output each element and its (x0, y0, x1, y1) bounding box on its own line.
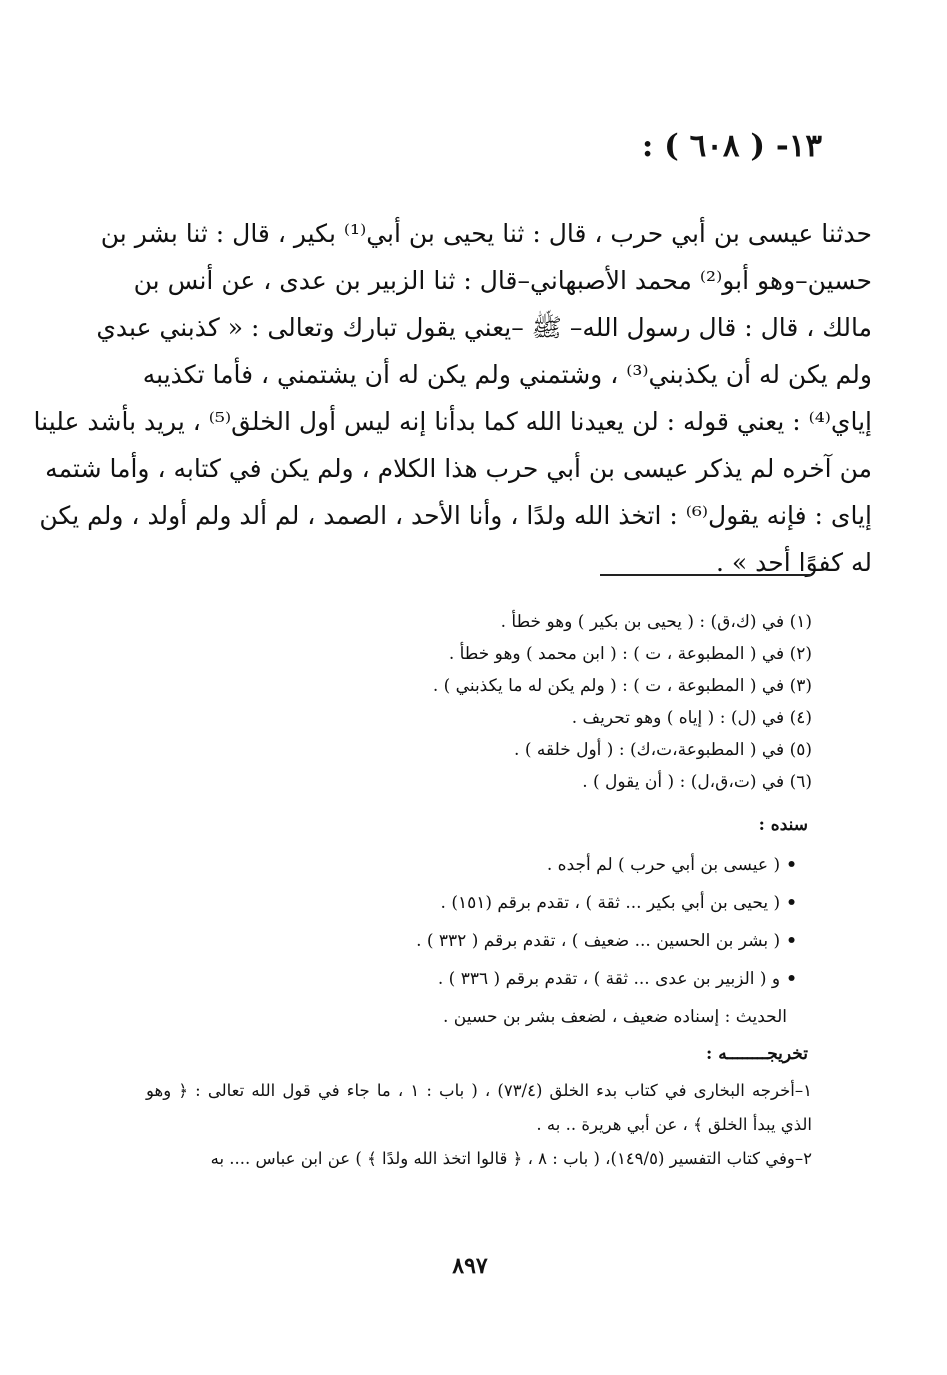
isnad-item (300, 960, 797, 998)
hadith-text-line: ولم يكن له أن يكذبني⁽³⁾ ، وشتمني ولم يكن له أن يشتمني ، فأما تكذيبه (142, 360, 872, 389)
hadith-text-line: له كفوًا أحد » . (716, 548, 872, 577)
takhrij-heading: تخريجــــــــه : (706, 1044, 808, 1064)
isnad-item-text: ( عيسى بن أبي حرب ) لم أجده . (546, 855, 781, 875)
footnote: (٥) في ( المطبوعة،ت،ك) : ( أول خلقه ) . (514, 740, 812, 760)
footnote: (١) في (ك،ق) : ( يحيى بن بكير ) وهو خطأ . (500, 612, 812, 632)
takhrij-line: الذي يبدأ الخلق ﴾ ، عن أبي هريرة .. به . (536, 1115, 812, 1134)
takhrij-line: ٢–وفي كتاب التفسير (١٤٩/٥)، ( باب : ٨ ، ﴿ قالوا اتخذ الله ولدًا ﴾ ) عن ابن عباس .... به (210, 1149, 812, 1168)
hadith-text-line: إياي⁽⁴⁾ : يعني قوله : لن يعيدنا الله كما بدأنا إنه ليس أول الخلق⁽⁵⁾ ، يريد بأشد علينا (33, 407, 872, 436)
bullet-icon: • (786, 855, 797, 875)
isnad-item-text: ( بشر بن الحسين ... ضعيف ) ، تقدم برقم ( ٣٣٢ ) . (416, 931, 781, 951)
isnad-item (300, 846, 797, 884)
page-number: ٨٩٧ (452, 1253, 488, 1279)
hadith-text-line: من آخره لم يذكر عيسى بن أبي حرب هذا الكلام ، ولم يكن في كتابه ، وأما شتمه (45, 454, 872, 483)
footnote: (٣) في ( المطبوعة ، ت ) : ( ولم يكن له ما يكذبني ) . (432, 676, 812, 696)
hadith-text (33, 210, 872, 586)
footnote-divider (600, 574, 812, 576)
takhrij-list (146, 1074, 812, 1176)
hadith-text-line: مالك ، قال : قال رسول الله– ﷺ –يعني يقول تبارك وتعالى : « كذبني عبدي (96, 313, 872, 342)
footnote: (٤) في (ل) : ( إياه ) وهو تحريف . (571, 708, 812, 728)
isnad-item-text: و ( الزبير بن عدى ... ثقة ) ، تقدم برقم ( ٣٣٦ ) . (437, 969, 781, 989)
hadith-number: ١٣- ( ٦٠٨ ) : (641, 128, 822, 164)
takhrij-line: ١–أخرجه البخارى في كتاب بدء الخلق (٧٣/٤) ، ( باب : ١ ، ما جاء في قول الله تعالى : ﴿ وهو (146, 1081, 813, 1100)
bullet-icon: • (786, 931, 797, 951)
hadith-text-line: إياى : فإنه يقول⁽⁶⁾ : اتخذ الله ولدًا ، وأنا الأحد ، الصمد ، لم ألد ولم أولد ، ولم يكن (39, 501, 872, 530)
footnote: (٢) في ( المطبوعة ، ت ) : ( ابن محمد ) وهو خطأ . (448, 644, 812, 664)
isnad-item (300, 922, 797, 960)
isnad-list (300, 846, 797, 998)
hadith-text-line: حسين–وهو أبو⁽²⁾ محمد الأصبهاني–قال : ثنا الزبير بن عدى ، عن أنس بن (133, 266, 872, 295)
isnad-heading: سنده : (758, 815, 808, 835)
bullet-icon: • (786, 969, 797, 989)
footnote: (٦) في (ت،ق،ل) : ( أن يقول ) . (582, 772, 812, 792)
isnad-verdict: الحديث : إسناده ضعيف ، لضعف بشر بن حسين . (442, 1007, 787, 1027)
isnad-item-text: ( يحيى بن أبي بكير ... ثقة ) ، تقدم برقم (١٥١) . (440, 893, 781, 913)
hadith-text-line: حدثنا عيسى بن أبي حرب ، قال : ثنا يحيى بن أبي⁽¹⁾ بكير ، قال : ثنا بشر بن (100, 219, 872, 248)
isnad-item (300, 884, 797, 922)
bullet-icon: • (786, 893, 797, 913)
footnotes (300, 606, 812, 798)
